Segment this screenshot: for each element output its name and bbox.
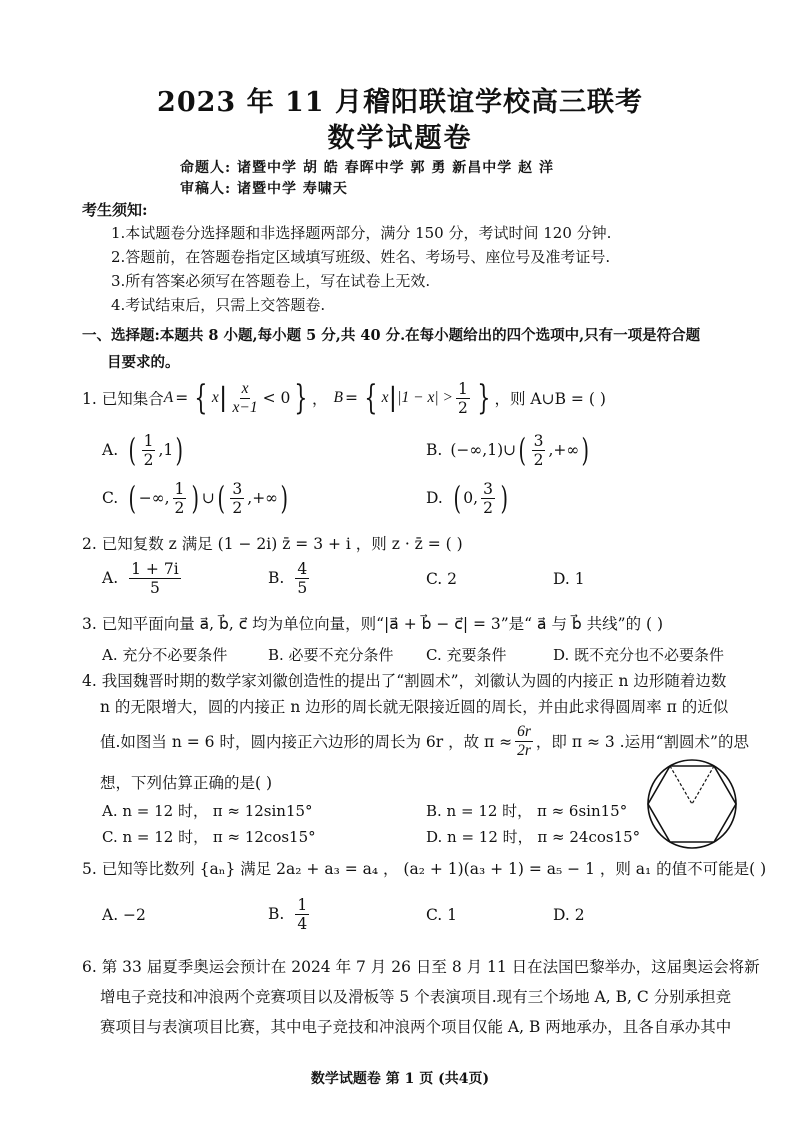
hexagon-circle-figure xyxy=(644,756,740,852)
authors-line: 命题人: 诸暨中学 胡 皓 春晖中学 郭 勇 新昌中学 赵 洋 xyxy=(180,160,555,176)
question-2-option-d: D. 1 xyxy=(553,570,585,588)
question-3-stem: 3. 已知平面向量 a⃗, b⃗, c⃗ 均为单位向量，则“|a⃗ + b⃗ − c⃗| = 3”是“ a⃗ 与 b⃗ 共线”的 ( ) xyxy=(82,615,664,633)
question-2-option-c: C. 2 xyxy=(426,570,458,588)
radius-dashed xyxy=(692,766,714,804)
question-1-option-c: C. ( −∞, $\frac{1}{2}$ ) ∪ ( $\frac{3}{2}$ ,+∞ ) xyxy=(102,479,289,517)
question-6-line: 6. 第 33 届夏季奥运会预计在 2024 年 7 月 26 日至 8 月 11 日在法国巴黎举办，这届奥运会将新 xyxy=(82,958,760,976)
question-2-option-b: B. $\frac{4}{5}$ xyxy=(268,559,308,597)
question-5-option-c: C. 1 xyxy=(426,906,458,924)
question-3-option-c: C. 充要条件 xyxy=(426,646,507,664)
section-heading-cont: 目要求的。 xyxy=(107,354,180,371)
question-4-option-b: B. n = 12 时， π ≈ 6sin15° xyxy=(426,802,628,820)
notice-item: 3.所有答案必须写在答题卷上，写在试卷上无效. xyxy=(111,272,431,290)
question-6-line: 增电子竞技和冲浪两个竞赛项目以及滑板等 5 个表演项目.现有三个场地 A, B, C 分别承担竞 xyxy=(100,988,732,1006)
question-4-line: 4. 我国魏晋时期的数学家刘徽创造性的提出了“割圆术”，刘徽认为圆的内接正 n 边形随着边数 xyxy=(82,672,727,690)
question-1-option-d: D. ( 0, $\frac{3}{2}$ ) xyxy=(426,479,508,517)
notice-item: 1.本试题卷分选择题和非选择题两部分，满分 150 分，考试时间 120 分钟. xyxy=(111,224,612,242)
question-2-option-a: A. $\frac{1 + 7i}{5}$ xyxy=(102,559,179,597)
question-5-option-b: B. $\frac{1}{4}$ xyxy=(268,895,308,933)
question-4-option-d: D. n = 12 时， π ≈ 24cos15° xyxy=(426,828,641,846)
question-2-stem: 2. 已知复数 z 满足 (1 − 2i) z̄ = 3 + i ，则 z · z̄ = ( ) xyxy=(82,535,463,553)
notice-item: 2.答题前，在答题卷指定区域填写班级、姓名、考场号、座位号及准考证号. xyxy=(111,248,611,266)
question-5-stem: 5. 已知等比数列 {aₙ} 满足 2a₂ + a₃ = a₄ ， (a₂ + 1)(a₃ + 1) = a₅ − 1 ，则 a₁ 的值不可能是( ) xyxy=(82,860,767,878)
question-4-option-a: A. n = 12 时， π ≈ 12sin15° xyxy=(102,802,313,820)
notice-heading: 考生须知: xyxy=(82,201,148,219)
reviewer-line: 审稿人: 诸暨中学 寿啸天 xyxy=(180,181,348,197)
question-1-option-a: A. ( $\frac{1}{2}$ ,1 ) xyxy=(102,431,184,469)
page-footer: 数学试题卷 第 1 页 (共4页) xyxy=(310,1071,490,1087)
question-4-line: 想，下列估算正确的是( ) xyxy=(100,774,273,792)
section-heading: 一、选择题:本题共 8 小题,每小题 5 分,共 40 分.在每小题给出的四个选项中,只有一项是符合题 xyxy=(82,327,701,344)
question-4-option-c: C. n = 12 时， π ≈ 12cos15° xyxy=(102,828,316,846)
question-5-option-d: D. 2 xyxy=(553,906,585,924)
notice-item: 4.考试结束后，只需上交答题卷. xyxy=(111,296,326,314)
question-1-option-b: B. (−∞,1)∪ ( $\frac{3}{2}$ ,+∞ ) xyxy=(426,431,590,469)
question-3-option-d: D. 既不充分也不必要条件 xyxy=(553,646,725,664)
exam-subtitle: 数学试题卷 xyxy=(327,123,473,154)
question-4-line: 值.如图当 n = 6 时，圆内接正六边形的周长为 6r ，故 π ≈ $\frac{6r}{2r}$ ，即 π ≈ 3 .运用“割圆术”的思 xyxy=(100,722,749,759)
question-3-option-a: A. 充分不必要条件 xyxy=(102,646,228,664)
question-6-line: 赛项目与表演项目比赛，其中电子竞技和冲浪两个项目仅能 A, B 两地承办，且各自承办其中 xyxy=(100,1018,732,1036)
question-3-option-b: B. 必要不充分条件 xyxy=(268,646,394,664)
question-5-option-a: A. −2 xyxy=(102,906,146,924)
question-1-stem: 1. 已知集合 A = { x | $\frac{x}{x-1}$ < 0 } ， B = { x | |1 − x| > $\frac{1}{2}$ } ，则 A∪B = ( ) xyxy=(82,378,606,418)
question-4-line: n 的无限增大，圆的内接正 n 边形的周长就无限接近圆的周长，并由此求得圆周率 π 的近似 xyxy=(100,698,729,716)
radius-dashed xyxy=(670,766,692,804)
exam-title: 2023 年 11 月稽阳联谊学校高三联考 xyxy=(157,87,643,118)
